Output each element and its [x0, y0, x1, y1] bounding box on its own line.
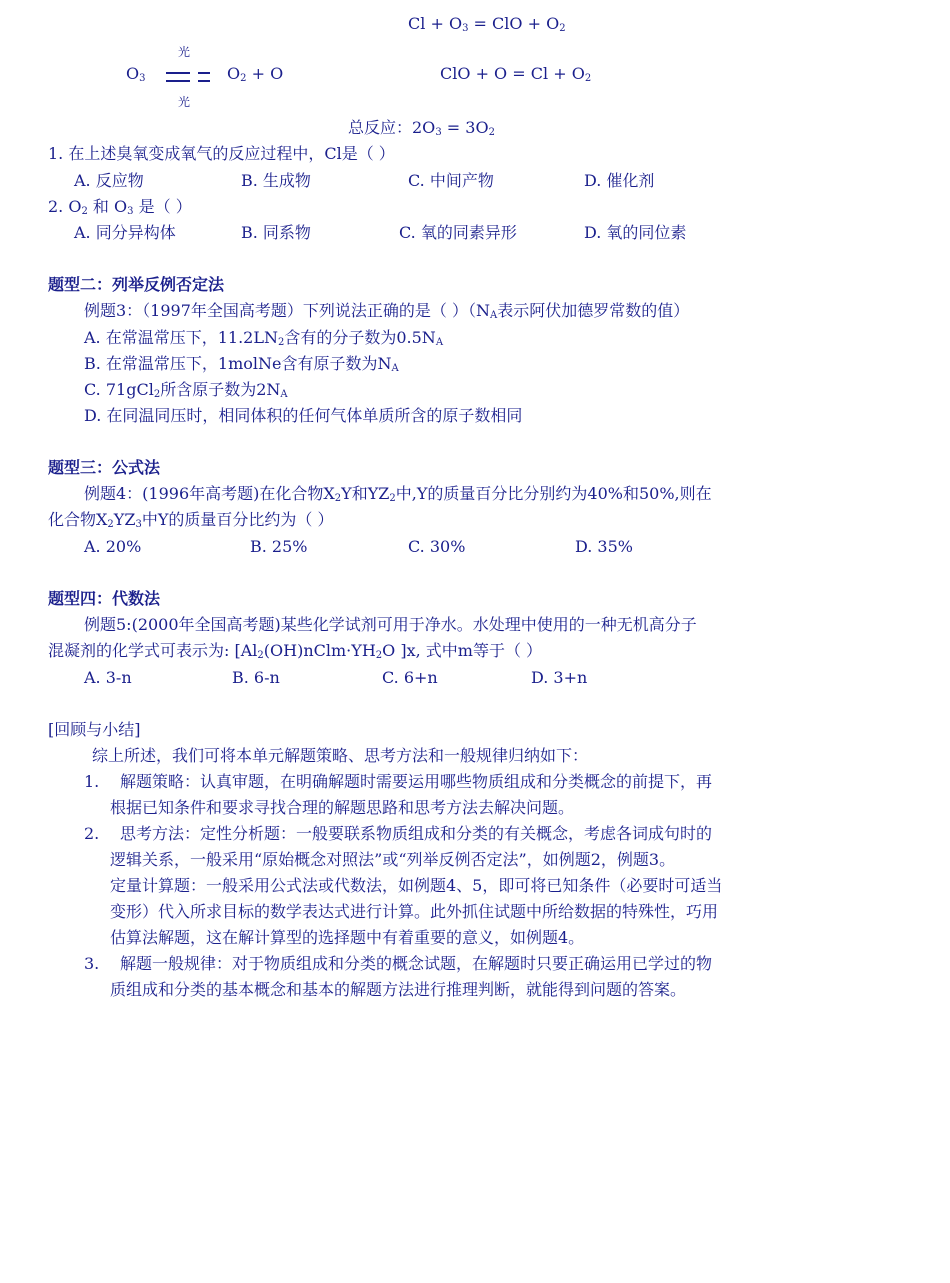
equals-bar-1	[166, 72, 190, 74]
equals-bar-4	[198, 80, 210, 82]
question-1: 1. 在上述臭氧变成氧气的反应过程中，Cl是（ ）	[48, 144, 395, 163]
review-item-2-number: 2.	[84, 824, 100, 843]
example-5-option-b: B. 6-n	[232, 668, 280, 687]
review-item-1-number: 1.	[84, 772, 100, 791]
example-3-option-c: C. 71gCl$_2$所含原子数为$2N_A$	[84, 380, 288, 400]
q2-option-c: C. 氧的同素异形	[399, 223, 517, 242]
review-item-2-line: 逻辑关系，一般采用“原始概念对照法”或“列举反例否定法”，如例题2，例题3。	[110, 850, 676, 869]
equation-total: 总反应：$2O_3 = 3O_2$	[348, 118, 495, 138]
review-item-2-line: 定量计算题：一般采用公式法或代数法，如例题4、5，即可将已知条件（必要时可适当	[110, 876, 723, 895]
example-3: 例题3：（1997年全国高考题）下列说法正确的是（ ）（$N_A$表示阿伏加德罗常数的值）	[84, 301, 690, 321]
review-heading: [回顾与小结]	[48, 720, 141, 739]
q2-option-d: D. 氧的同位素	[584, 223, 687, 242]
example-4-line-2: 化合物$X_2YZ_3$中Y的质量百分比约为（ ）	[48, 510, 334, 530]
q1-option-b: B. 生成物	[241, 171, 311, 190]
example-5-line-1: 例题5:(2000年全国高考题)某些化学试剂可用于净水。水处理中使用的一种无机高分子	[84, 615, 697, 634]
example-3-option-b: B. 在常温常压下，1molNe含有原子数为$N_A$	[84, 354, 399, 374]
equation-clo-o: ClO + $O = Cl + O_2$	[440, 64, 592, 84]
section-heading-counterexample: 题型二：列举反例否定法	[48, 275, 225, 294]
section-heading-algebra: 题型四：代数法	[48, 589, 161, 608]
q1-option-d: D. 催化剂	[584, 171, 655, 190]
example-5-option-d: D. 3+n	[531, 668, 588, 687]
q1-option-a: A. 反应物	[74, 171, 144, 190]
example-4-option-c: C. 30%	[408, 537, 466, 556]
review-item-2-line: 变形）代入所求目标的数学表达式进行计算。此外抓住试题中所给数据的特殊性，巧用	[110, 902, 719, 921]
review-item-3-number: 3.	[84, 954, 100, 973]
review-item-2-line: 思考方法：定性分析题：一般要联系物质组成和分类的有关概念，考虑各词成句时的	[120, 824, 713, 843]
q2-option-a: A. 同分异构体	[74, 223, 176, 242]
review-item-1-line: 解题策略：认真审题，在明确解题时需要运用哪些物质组成和分类概念的前提下，再	[120, 772, 713, 791]
equation-cl-o3: $Cl + O_3$ = ClO + $O_2$	[408, 14, 566, 34]
example-4-option-b: B. 25%	[250, 537, 308, 556]
example-5-option-c: C. 6+n	[382, 668, 438, 687]
example-3-option-d: D. 在同温同压时，相同体积的任何气体单质所含的原子数相同	[84, 406, 523, 425]
q1-option-c: C. 中间产物	[408, 171, 494, 190]
equation-o3-reactant: $O_3$	[126, 64, 146, 84]
review-item-1-line: 根据已知条件和要求寻找合理的解题思路和思考方法去解决问题。	[110, 798, 575, 817]
question-2: 2. $O_2$ 和 $O_3$ 是（ ）	[48, 197, 192, 217]
equals-bar-2	[166, 80, 190, 82]
q2-option-b: B. 同系物	[241, 223, 311, 242]
example-5-line-2: 混凝剂的化学式可表示为: [$Al_2(OH)nClm\cdot YH_2O$ ]x, 式中m等于（ ）	[48, 641, 543, 661]
review-item-3-line: 解题一般规律：对于物质组成和分类的概念试题，在解题时只要正确运用已学过的物	[120, 954, 713, 973]
review-item-3-line: 质组成和分类的基本概念和基本的解题方法进行推理判断，就能得到问题的答案。	[110, 980, 687, 999]
example-4-option-a: A. 20%	[84, 537, 142, 556]
example-5-option-a: A. 3-n	[84, 668, 132, 687]
light-label-bottom: 光	[178, 95, 191, 109]
review-intro: 综上所述，我们可将本单元解题策略、思考方法和一般规律归纳如下：	[92, 746, 589, 765]
equation-o2-o-product: $O_2 + O$	[227, 64, 284, 84]
review-item-2-line: 估算法解题，这在解计算型的选择题中有着重要的意义，如例题4。	[110, 928, 585, 947]
example-3-option-a: A. 在常温常压下，$11.2LN_2$含有的分子数为$0.5N_A$	[84, 328, 444, 348]
example-4-option-d: D. 35%	[575, 537, 633, 556]
section-heading-formula: 题型三：公式法	[48, 458, 161, 477]
light-label-top: 光	[178, 45, 191, 59]
equals-bar-3	[198, 72, 210, 74]
example-4-line-1: 例题4：(1996年高考题)在化合物$X_2Y$和$YZ_2$中,Y的质量百分比分别约为40%和50%,则在	[84, 484, 712, 504]
